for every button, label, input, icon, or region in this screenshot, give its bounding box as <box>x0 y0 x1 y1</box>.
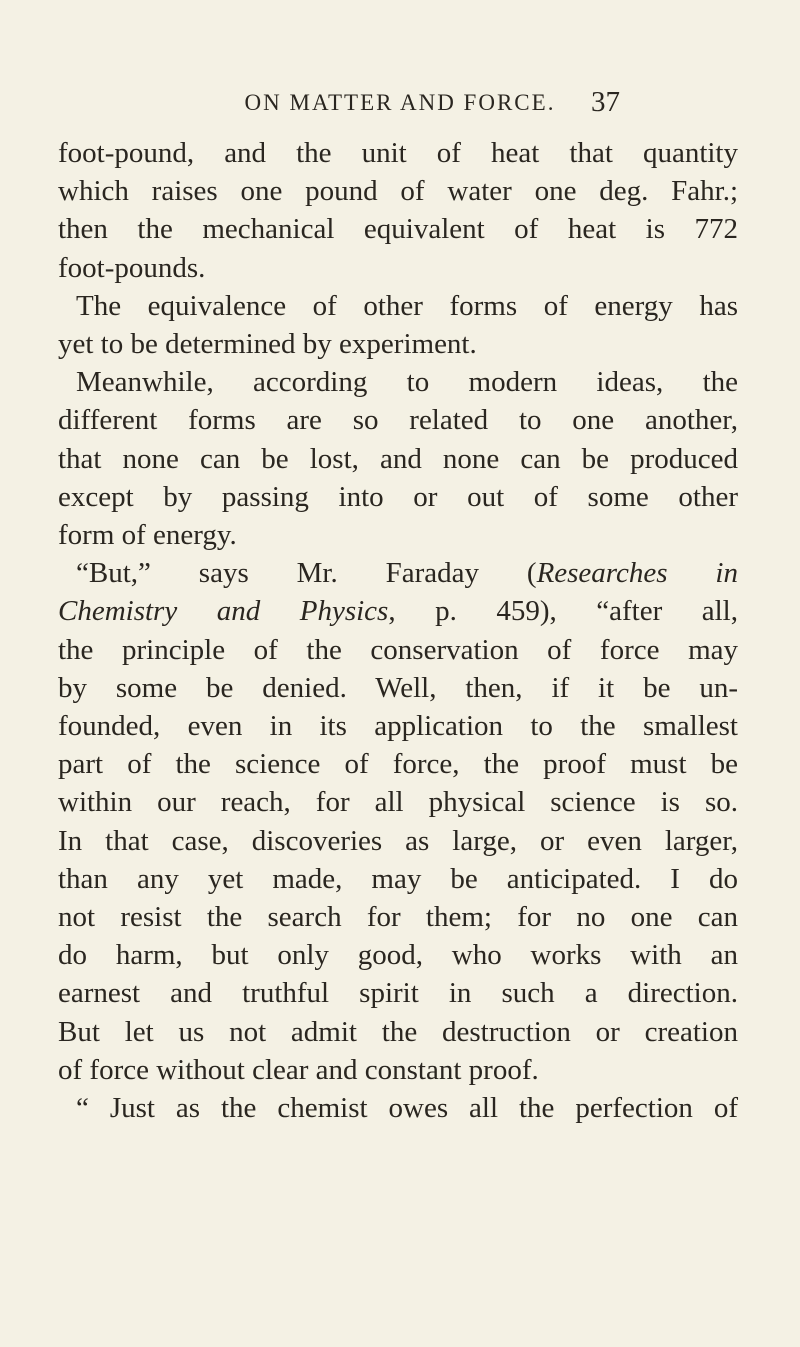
body-text <box>58 134 738 1127</box>
text-line: within our reach, for all physical science is so. <box>58 786 738 819</box>
text-span: “But,” says Mr. Faraday ( <box>76 557 537 590</box>
running-title: ON MATTER AND FORCE. <box>244 90 556 115</box>
text-line: than any yet made, may be anticipated. I do <box>58 862 738 895</box>
text-line: foot-pounds. <box>58 251 206 284</box>
text-line: In that case, discoveries as large, or even larger, <box>58 824 738 857</box>
text-line: different forms are so related to one another, <box>58 404 738 437</box>
page-number: 37 <box>591 86 620 118</box>
text-line: yet to be determined by experiment. <box>58 328 477 361</box>
text-line: form of energy. <box>58 519 237 552</box>
text-line: which raises one pound of water one deg. Fahr.; <box>58 175 738 208</box>
text-line: part of the science of force, the proof must be <box>58 748 738 781</box>
text-line: do harm, but only good, who works with an <box>58 939 738 972</box>
text-line: of force without clear and constant proof. <box>58 1053 539 1086</box>
text-line: Meanwhile, according to modern ideas, the <box>76 366 738 399</box>
text-span: , p. 459), “after all, <box>388 595 738 628</box>
text-line: that none can be lost, and none can be produced <box>58 442 738 475</box>
text-line: earnest and truthful spirit in such a direction. <box>58 977 738 1010</box>
text-line: by some be denied. Well, then, if it be un- <box>58 671 738 704</box>
citation-title: Chemistry and Physics <box>58 595 389 628</box>
text-line <box>58 592 738 630</box>
text-line: not resist the search for them; for no one can <box>58 901 738 934</box>
text-line <box>58 554 738 592</box>
text-line: then the mechanical equivalent of heat is 772 <box>58 213 738 246</box>
text-line: except by passing into or out of some other <box>58 480 738 513</box>
text-line: “ Just as the chemist owes all the perfection of <box>76 1092 738 1125</box>
text-line: But let us not admit the destruction or creation <box>58 1015 738 1048</box>
text-line: founded, even in its application to the smallest <box>58 710 738 743</box>
text-line: foot-pound, and the unit of heat that quantity <box>58 137 738 169</box>
text-line: the principle of the conservation of force may <box>58 633 738 666</box>
text-line: The equivalence of other forms of energy has <box>76 289 738 322</box>
citation-title: Researches in <box>536 557 738 590</box>
